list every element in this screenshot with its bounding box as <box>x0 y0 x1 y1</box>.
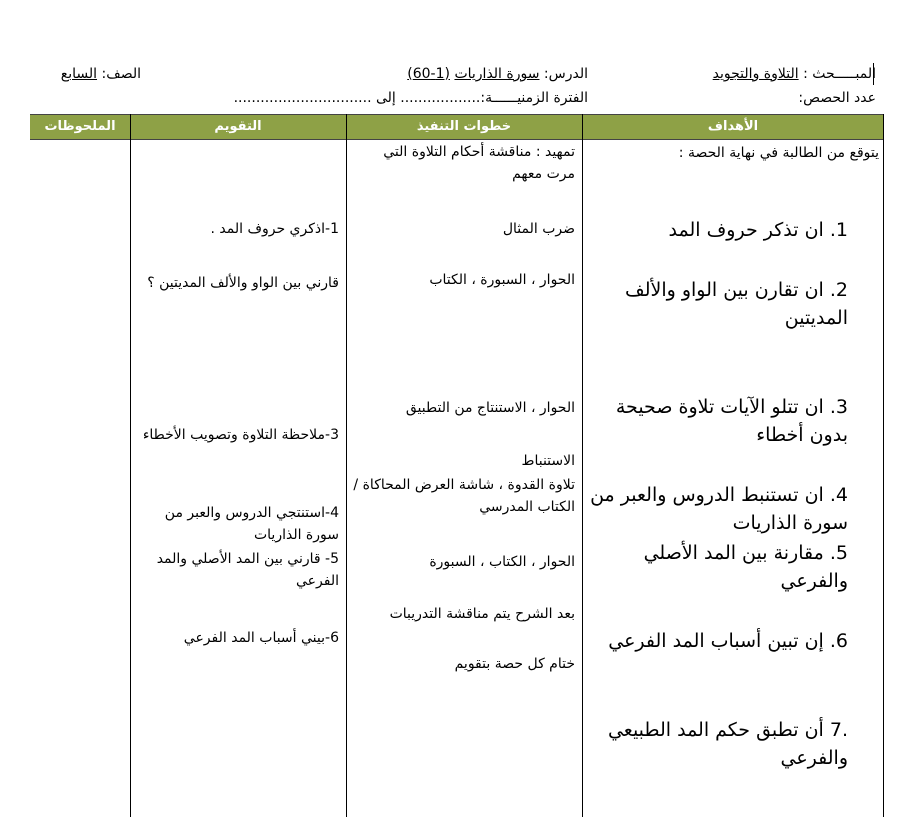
goals-intro: يتوقع من الطالبة في نهاية الحصة : <box>678 145 879 161</box>
column-divider <box>582 114 583 817</box>
evaluation-item: 4-استنتجي الدروس والعبر من سورة الذاريات <box>164 505 339 543</box>
period-field[interactable] <box>234 90 588 106</box>
class-value[interactable]: السابع <box>60 66 98 82</box>
goal-text: ان تقارن بين الواو والألف المديتين <box>625 279 848 329</box>
goal-number: 5. <box>829 542 848 564</box>
goal-item <box>588 539 848 595</box>
subject-label: المبـــــحث : <box>803 66 876 82</box>
goal-text: ان تذكر حروف المد <box>668 219 824 241</box>
lesson-value[interactable]: سورة الذاريات <box>454 66 540 82</box>
step-item: تلاوة القدوة ، شاشة العرض المحاكاة / الكتاب المدرسي <box>353 477 575 515</box>
goal-item <box>588 393 848 449</box>
table-header-row <box>30 114 884 140</box>
sessions-label: عدد الحصص: <box>798 90 876 106</box>
class-label: الصف: <box>101 66 141 82</box>
class-field <box>61 66 141 82</box>
goal-text: ان تتلو الآيات تلاوة صحيحة بدون أخطاء <box>615 396 848 446</box>
goal-text: مقارنة بين المد الأصلي والفرعي <box>643 542 848 592</box>
lesson-plan-table <box>30 114 884 817</box>
period-label: الفترة الزمنيــــــة:.................. إلى ............................... <box>233 90 588 106</box>
column-divider <box>346 114 347 817</box>
evaluation-item: 3-ملاحظة التلاوة وتصويب الأخطاء <box>142 427 339 443</box>
header-evaluation: التقويم <box>214 119 262 134</box>
goal-number: 6. <box>829 630 848 652</box>
lesson-field <box>407 66 588 82</box>
goal-text: إن تبين أسباب المد الفرعي <box>608 630 824 652</box>
step-item: تمهيد : مناقشة أحكام التلاوة التي مرت معهم <box>383 144 575 182</box>
column-divider <box>130 114 131 817</box>
sessions-field <box>798 90 876 106</box>
header-goals: الأهداف <box>707 119 759 134</box>
header-notes: الملحوظات <box>44 119 116 134</box>
subject-field <box>713 66 876 82</box>
goal-item <box>588 627 848 655</box>
goal-item <box>588 481 848 537</box>
step-item: بعد الشرح يتم مناقشة التدريبات <box>389 606 575 622</box>
lesson-range[interactable]: (1-60) <box>407 66 450 82</box>
goal-item <box>588 716 848 772</box>
column-divider <box>883 114 884 817</box>
goal-item <box>588 216 848 244</box>
step-item: ختام كل حصة بتقويم <box>454 656 575 672</box>
goal-number: .7 <box>829 719 848 741</box>
goal-number: 1. <box>829 219 848 241</box>
goal-number: 4. <box>829 484 848 506</box>
step-item: الحوار ، الاستنتاج من التطبيق <box>405 400 575 416</box>
goal-number: 3. <box>829 396 848 418</box>
step-item: الحوار ، السبورة ، الكتاب <box>429 272 575 288</box>
goal-text: ان تستنبط الدروس والعبر من سورة الذاريات <box>590 484 848 534</box>
evaluation-item: 5- قارني بين المد الأصلي والمد الفرعي <box>156 551 339 589</box>
goal-number: 2. <box>829 279 848 301</box>
goal-text: أن تطبق حكم المد الطبيعي والفرعي <box>607 719 848 769</box>
evaluation-item: قارني بين الواو والألف المديتين ؟ <box>147 275 339 291</box>
evaluation-item: 1-اذكري حروف المد . <box>210 221 339 237</box>
evaluation-item: 6-بيني أسباب المد الفرعي <box>183 630 339 646</box>
subject-value[interactable]: التلاوة والتجويد <box>712 66 799 82</box>
step-item: الاستنباط <box>521 453 575 469</box>
step-item: ضرب المثال <box>502 221 575 237</box>
header-steps: خطوات التنفيذ <box>416 119 512 134</box>
notes-cell[interactable] <box>34 142 130 802</box>
goal-item <box>588 276 848 332</box>
step-item: الحوار ، الكتاب ، السبورة <box>429 554 575 570</box>
lesson-label: الدرس: <box>543 66 588 82</box>
